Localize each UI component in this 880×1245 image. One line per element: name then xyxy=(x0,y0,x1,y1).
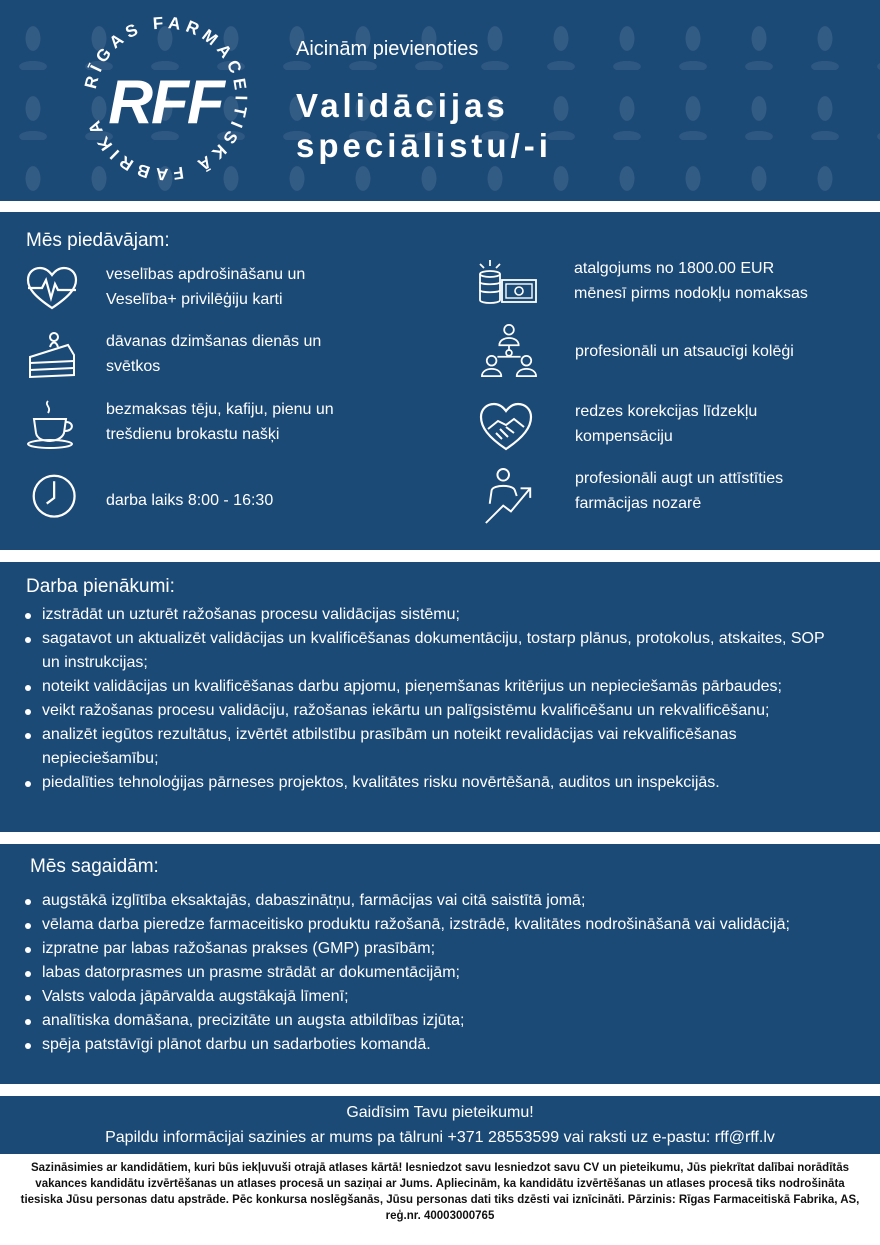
benefit-text-line1: profesionāli augt un attīstīties xyxy=(575,470,784,487)
requirements-title: Mēs sagaidām: xyxy=(30,856,159,877)
list-item: analizēt iegūtos rezultātus, izvērtēt atbilstību prasībām un noteikt revalidācijas vai rekvalificēšanas nepieciešamību; xyxy=(0,723,860,771)
benefit-text-line2: Veselība+ privilēģiju karti xyxy=(106,291,283,308)
clock-icon xyxy=(30,472,82,524)
benefit-colleagues xyxy=(478,322,880,382)
benefit-text-line1: dāvanas dzimšanas dienās un xyxy=(106,333,322,350)
list-item: veikt ražošanas procesu validāciju, ražošanas iekārtu un palīgsistēmu kvalificēšanu un rekvalificēšanu; xyxy=(0,699,860,723)
benefit-text-line1: atalgojums no 1800.00 EUR xyxy=(574,260,775,277)
benefit-text-line2: trešdienu brokastu našķi xyxy=(106,426,280,443)
benefit-text-line1: veselības apdrošināšanu un xyxy=(106,266,306,283)
benefit-professional-growth xyxy=(482,466,880,526)
cake-icon xyxy=(24,329,80,385)
invite-text: Aicinām pievienoties xyxy=(296,38,479,60)
list-item: izpratne par labas ražošanas prakses (GMP) prasībām; xyxy=(0,937,860,961)
svg-text:RĪGAS FARMACEITISKĀ FABRIKA: RĪGAS FARMACEITISKĀ FABRIKA xyxy=(80,13,251,184)
duties-list xyxy=(0,603,860,795)
benefit-work-hours xyxy=(30,472,450,532)
rff-logo xyxy=(78,11,253,186)
benefit-text-line1: bezmaksas tēju, kafiju, pienu un xyxy=(106,401,334,418)
heart-pulse-icon xyxy=(24,262,80,318)
benefit-text-line2: mēnesī pirms nodokļu nomaksas xyxy=(574,285,808,302)
benefit-text-line1: profesionāli un atsaucīgi kolēģi xyxy=(575,343,794,360)
benefit-salary xyxy=(476,256,880,316)
job-title-line2: speciālistu/-i xyxy=(296,127,552,164)
benefit-health-insurance xyxy=(24,262,444,322)
benefit-text-line2: kompensāciju xyxy=(575,428,673,445)
contact-panel xyxy=(0,1096,880,1154)
team-icon xyxy=(478,322,540,380)
handshake-heart-icon xyxy=(478,399,534,455)
header-banner xyxy=(0,0,880,201)
list-item: Valsts valoda jāpārvalda augstākajā līmenī; xyxy=(0,985,860,1009)
job-title-line1: Validācijas xyxy=(296,87,509,124)
benefit-vision-compensation xyxy=(478,399,880,459)
benefit-text-line1: darba laiks 8:00 - 16:30 xyxy=(106,492,274,509)
list-item: labas datorprasmes un prasme strādāt ar dokumentācijām; xyxy=(0,961,860,985)
benefit-text-line1: redzes korekcijas līdzekļu xyxy=(575,403,758,420)
money-coins-icon xyxy=(476,256,540,312)
list-item: izstrādāt un uzturēt ražošanas procesu validācijas sistēmu; xyxy=(0,603,860,627)
growth-person-icon xyxy=(482,466,536,526)
benefit-coffee xyxy=(24,397,444,457)
contact-info: Papildu informācijai sazinies ar mums pa tālruni +371 28553599 vai raksti uz e-pastu: rff@rff.lv xyxy=(105,1129,775,1146)
privacy-notice: Sazināsimies ar kandidātiem, kuri būs iekļuvuši otrajā atlases kārtā! Iesniedzot savu Iesniedzot savu CV un pieteikumu, Jūs piekrītat dalībai norādītās vakances kandidātu izvērtēšanas un atlases procesā un saziņai ar Jums. Apliecinām, ka kandidātu izvērtēšanas un atlases procesā tiks nodrošināta tiesiska Jūsu personas datu apstrāde. Pēc konkursa noslēgšanās, Jūsu personas dati tiks dzēsti vai iznīcināti. Pārzinis: Rīgas Farmaceitiskā Fabrika, AS, reģ.nr. 40003000765 xyxy=(20,1162,860,1222)
list-item: piedalīties tehnoloģijas pārneses projektos, kvalitātes risku novērtēšanā, auditos un inspekcijās. xyxy=(0,771,860,795)
benefit-text-line2: svētkos xyxy=(106,358,161,375)
list-item: vēlama darba pieredze farmaceitisko produktu ražošanā, izstrādē, kvalitātes nodrošināšanā vai validācijā; xyxy=(0,913,860,937)
benefit-text-line2: farmācijas nozarē xyxy=(575,495,702,512)
list-item: noteikt validācijas un kvalificēšanas darbu apjomu, pieņemšanas kritērijus un nepieciešamās pārbaudes; xyxy=(0,675,860,699)
coffee-cup-icon xyxy=(24,397,80,453)
list-item: spēja patstāvīgi plānot darbu un sadarboties komandā. xyxy=(0,1033,860,1057)
requirements-panel xyxy=(0,844,880,1084)
offer-title: Mēs piedāvājam: xyxy=(26,230,170,251)
contact-heading: Gaidīsim Tavu pieteikumu! xyxy=(346,1104,534,1121)
job-title xyxy=(296,86,552,166)
benefit-gifts xyxy=(24,329,444,389)
list-item: sagatavot un aktualizēt validācijas un kvalificēšanas dokumentāciju, tostarp plānus, protokolus, atskaites, SOP un instrukcijas; xyxy=(0,627,860,675)
list-item: augstākā izglītība eksaktajās, dabaszinātņu, farmācijas vai citā saistītā jomā; xyxy=(0,889,860,913)
duties-panel xyxy=(0,562,880,832)
duties-title: Darba pienākumi: xyxy=(26,576,175,597)
offer-panel xyxy=(0,212,880,550)
list-item: analītiska domāšana, precizitāte un augsta atbildības izjūta; xyxy=(0,1009,860,1033)
svg-text:RFF: RFF xyxy=(108,68,223,137)
requirements-list xyxy=(0,889,860,1057)
